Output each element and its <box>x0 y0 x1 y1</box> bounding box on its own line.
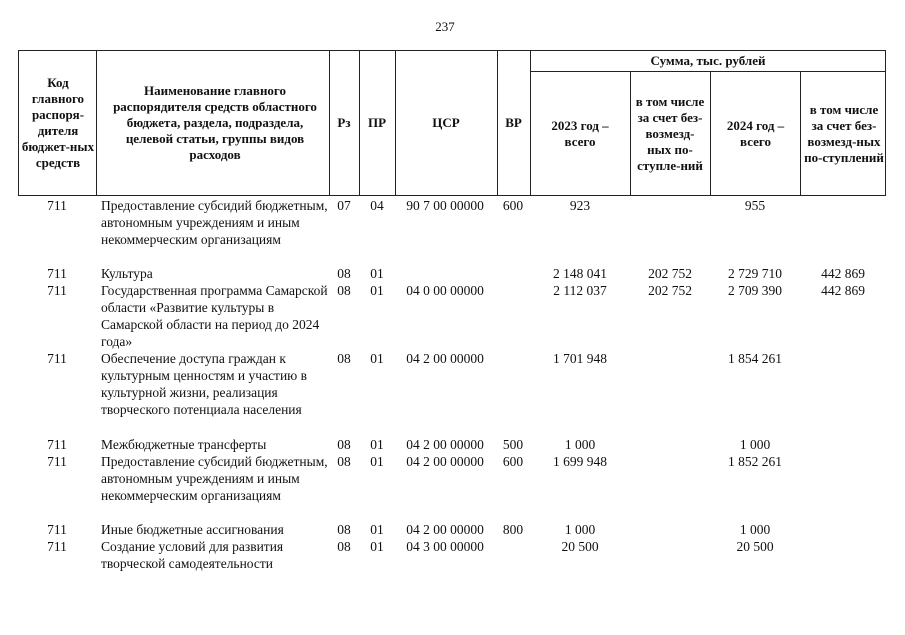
cell-b2024: 442 869 <box>821 266 865 281</box>
cell-code: 711 <box>47 539 67 554</box>
cell-code: 711 <box>47 351 67 366</box>
cell-code: 711 <box>47 266 67 281</box>
cell-vr: 600 <box>502 454 524 469</box>
cell-rz: 07 <box>337 198 351 213</box>
cell-rz: 08 <box>337 539 351 554</box>
cell-name: Предоставление субсидий бюджетным, автономным учреждениям и иным некоммерческим организациям <box>101 198 328 247</box>
cell-name: Предоставление субсидий бюджетным, автономным учреждениям и иным некоммерческим организациям <box>101 454 328 503</box>
cell-name: Обеспечение доступа граждан к культурным ценностям и участию в культурной жизни, реализация творческого потенциала населения <box>101 351 308 417</box>
cell-s2023: 1 000 <box>564 437 596 452</box>
cell-csr: 04 3 00 00000 <box>406 539 484 554</box>
header-2024-incl: в том числе за счет без-возмезд-ных по-ступлений <box>804 101 884 165</box>
cell-rz: 08 <box>337 283 351 298</box>
cell-vr: 800 <box>502 522 524 537</box>
cell-csr: 04 2 00 00000 <box>406 454 484 469</box>
header-2023-incl: в том числе за счет без-возмезд-ных по-ступле-ний <box>635 93 705 173</box>
cell-name: Государственная программа Самарской области «Развитие культуры в Самарской области на период до 2024 года» <box>101 283 328 349</box>
header-sum: Сумма, тыс. рублей <box>650 52 766 68</box>
cell-code: 711 <box>47 454 67 469</box>
cell-pr: 01 <box>370 454 384 469</box>
cell-s2023: 1 701 948 <box>553 351 607 366</box>
cell-pr: 01 <box>370 283 384 298</box>
header-csr: ЦСР <box>432 115 460 130</box>
cell-s2023: 20 500 <box>561 539 599 554</box>
cell-s2023: 2 112 037 <box>553 283 607 298</box>
header-name: Наименование главного распорядителя средств областного бюджета, раздела, подраздела, целевой статьи, группы видов расходов <box>113 83 317 162</box>
cell-csr: 04 0 00 00000 <box>406 283 484 298</box>
cell-b2023: 202 752 <box>648 283 692 298</box>
cell-name: Иные бюджетные ассигнования <box>101 522 284 537</box>
cell-vr: 600 <box>502 198 524 213</box>
cell-code: 711 <box>47 522 67 537</box>
cell-pr: 01 <box>370 351 384 366</box>
cell-rz: 08 <box>337 351 351 366</box>
cell-pr: 01 <box>370 437 384 452</box>
cell-s2024: 955 <box>744 198 766 213</box>
cell-vr: 500 <box>502 437 524 452</box>
cell-csr: 04 2 00 00000 <box>406 522 484 537</box>
cell-code: 711 <box>47 437 67 452</box>
table-header <box>18 50 886 196</box>
cell-s2023: 2 148 041 <box>553 266 607 281</box>
cell-rz: 08 <box>337 437 351 452</box>
cell-csr: 90 7 00 00000 <box>406 198 484 213</box>
cell-s2024: 20 500 <box>736 539 774 554</box>
header-rz: Рз <box>337 115 351 130</box>
page-number: 237 <box>435 19 455 34</box>
cell-rz: 08 <box>337 454 351 469</box>
header-vr: ВР <box>505 115 522 130</box>
cell-s2024: 1 000 <box>739 437 771 452</box>
header-pr: ПР <box>367 115 387 130</box>
cell-s2023: 1 699 948 <box>553 454 607 469</box>
cell-b2024: 442 869 <box>821 283 865 298</box>
cell-pr: 04 <box>370 198 384 213</box>
cell-csr: 04 2 00 00000 <box>406 437 484 452</box>
cell-rz: 08 <box>337 266 351 281</box>
cell-name: Культура <box>101 266 153 281</box>
cell-pr: 01 <box>370 266 384 281</box>
header-2024-total: 2024 год – всего <box>726 117 785 149</box>
cell-b2023: 202 752 <box>648 266 692 281</box>
cell-s2024: 1 000 <box>739 522 771 537</box>
cell-s2024: 2 729 710 <box>728 266 782 281</box>
cell-name: Создание условий для развития творческой самодеятельности <box>101 539 284 571</box>
cell-code: 711 <box>47 198 67 213</box>
header-2023-total: 2023 год – всего <box>551 117 609 149</box>
cell-csr: 04 2 00 00000 <box>406 351 484 366</box>
cell-pr: 01 <box>370 539 384 554</box>
cell-name: Межбюджетные трансферты <box>101 437 267 452</box>
cell-s2023: 923 <box>569 198 591 213</box>
cell-code: 711 <box>47 283 67 298</box>
cell-s2024: 1 854 261 <box>728 351 782 366</box>
cell-pr: 01 <box>370 522 384 537</box>
cell-s2024: 2 709 390 <box>728 283 782 298</box>
header-code: Код главного распоря-дителя бюджет-ных средств <box>21 75 95 170</box>
cell-s2023: 1 000 <box>564 522 596 537</box>
cell-rz: 08 <box>337 522 351 537</box>
cell-s2024: 1 852 261 <box>728 454 782 469</box>
